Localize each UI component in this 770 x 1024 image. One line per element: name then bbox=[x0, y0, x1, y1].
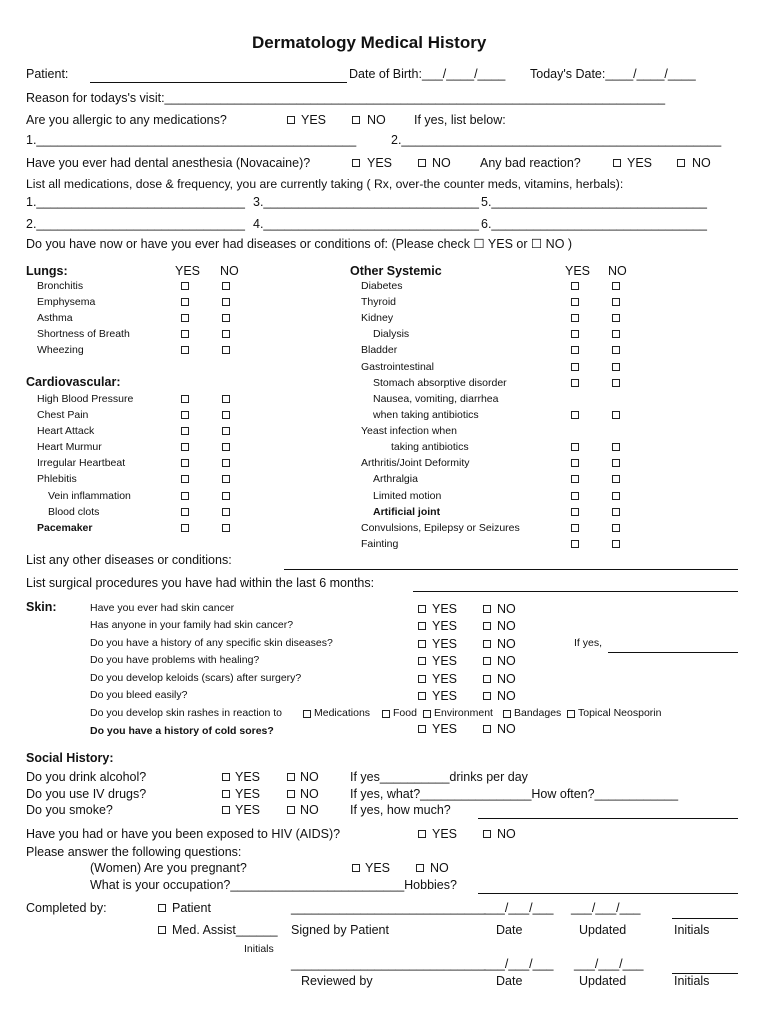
rash-option-label: Topical Neosporin bbox=[578, 707, 662, 719]
bad-reaction-question: Any bad reaction? bbox=[480, 156, 581, 170]
when-taking-antibiotics-yes-checkbox[interactable] bbox=[571, 411, 579, 419]
dental-no-checkbox[interactable] bbox=[418, 159, 426, 167]
alcohol-follow-up[interactable]: If yes__________drinks per day bbox=[350, 770, 528, 784]
completed-patient-checkbox[interactable] bbox=[158, 904, 166, 912]
convulsions-epilepsy-or-seizures-yes-checkbox[interactable] bbox=[571, 524, 579, 532]
skin-if-yes: If yes, bbox=[574, 637, 603, 649]
condition-label: Emphysema bbox=[37, 296, 96, 308]
occupation-field[interactable]: What is your occupation?_________________________Hobbies? bbox=[90, 878, 457, 892]
patient-initials-line[interactable] bbox=[672, 918, 738, 919]
condition-label: Gastrointestinal bbox=[361, 361, 434, 373]
smoke-follow-up: If yes, how much? bbox=[350, 803, 451, 817]
rash-topical-neosporin-checkbox[interactable] bbox=[567, 710, 575, 718]
pregnant-yes-label: YES bbox=[365, 861, 391, 875]
shortness-of-breath-yes-checkbox[interactable] bbox=[181, 330, 189, 338]
completed-by-label: Completed by: bbox=[26, 901, 107, 915]
skin-q3-yes-checkbox[interactable] bbox=[418, 640, 426, 648]
cold-sores-no-label: NO bbox=[497, 722, 516, 736]
gastrointestinal-yes-checkbox[interactable] bbox=[571, 363, 579, 371]
emphysema-no-checkbox[interactable] bbox=[222, 298, 230, 306]
cold-sores-no-checkbox[interactable] bbox=[483, 725, 491, 733]
initials-label-2: Initials bbox=[674, 974, 710, 988]
hobbies-field[interactable] bbox=[478, 893, 738, 894]
reviewed-by-label: Reviewed by bbox=[301, 974, 373, 988]
skin-question: Do you have problems with healing? bbox=[90, 654, 260, 666]
wheezing-yes-checkbox[interactable] bbox=[181, 346, 189, 354]
completed-assist-label[interactable]: Med. Assist______ bbox=[172, 923, 278, 937]
smoke-question: Do you smoke? bbox=[26, 803, 113, 817]
condition-label: Kidney bbox=[361, 312, 394, 324]
alcohol-no-checkbox[interactable] bbox=[287, 773, 295, 781]
bronchitis-yes-checkbox[interactable] bbox=[181, 282, 189, 290]
cold-sores-yes-checkbox[interactable] bbox=[418, 725, 426, 733]
gastrointestinal-no-checkbox[interactable] bbox=[612, 363, 620, 371]
page-title: Dermatology Medical History bbox=[252, 33, 487, 52]
bladder-no-checkbox[interactable] bbox=[612, 346, 620, 354]
smoke-amount-field[interactable] bbox=[478, 818, 738, 819]
asthma-no-checkbox[interactable] bbox=[222, 314, 230, 322]
patient-updated-line[interactable]: ___/___/___ bbox=[571, 901, 641, 915]
reaction-no-label: NO bbox=[692, 156, 711, 170]
high-blood-pressure-no-checkbox[interactable] bbox=[222, 395, 230, 403]
completed-assist-checkbox[interactable] bbox=[158, 926, 166, 934]
condition-label: Shortness of Breath bbox=[37, 328, 130, 340]
heart-murmur-no-checkbox[interactable] bbox=[222, 443, 230, 451]
rash-bandages-checkbox[interactable] bbox=[503, 710, 511, 718]
condition-label: Fainting bbox=[361, 538, 399, 550]
rash-option-label: Medications bbox=[314, 707, 371, 719]
medications-question: List all medications, dose & frequency, you are currently taking ( Rx, over-the counter meds, vitamins, herbals): bbox=[26, 177, 624, 191]
condition-label: Chest Pain bbox=[37, 409, 89, 421]
hiv-no-checkbox[interactable] bbox=[483, 830, 491, 838]
kidney-no-checkbox[interactable] bbox=[612, 314, 620, 322]
medication-line-6[interactable]: 6._______________________________ bbox=[481, 217, 707, 231]
medication-line-2[interactable]: 2.______________________________ bbox=[26, 217, 245, 231]
artificial-joint-yes-checkbox[interactable] bbox=[571, 508, 579, 516]
no-label: NO bbox=[497, 689, 516, 703]
initials-label-1: Initials bbox=[674, 923, 710, 937]
no-label: NO bbox=[300, 787, 319, 801]
allergy-no-label: NO bbox=[367, 113, 386, 127]
skin-q1-yes-checkbox[interactable] bbox=[418, 605, 426, 613]
condition-label: Dialysis bbox=[373, 328, 410, 340]
pregnant-no-checkbox[interactable] bbox=[416, 864, 424, 872]
smoke-no-checkbox[interactable] bbox=[287, 806, 295, 814]
limited-motion-no-checkbox[interactable] bbox=[612, 492, 620, 500]
alcohol-yes-checkbox[interactable] bbox=[222, 773, 230, 781]
skin-question: Has anyone in your family had skin cancer? bbox=[90, 619, 294, 631]
arthritis-joint-deformity-yes-checkbox[interactable] bbox=[571, 459, 579, 467]
medication-line-3[interactable]: 3._______________________________ bbox=[253, 195, 479, 209]
bronchitis-no-checkbox[interactable] bbox=[222, 282, 230, 290]
kidney-yes-checkbox[interactable] bbox=[571, 314, 579, 322]
condition-label: Thyroid bbox=[361, 296, 397, 308]
yes-label: YES bbox=[235, 787, 261, 801]
skin-question: Do you bleed easily? bbox=[90, 689, 188, 701]
date-label-2: Date bbox=[496, 974, 523, 988]
reviewer-signature-line[interactable]: ____________________________ bbox=[291, 957, 486, 971]
allergy-yes-checkbox[interactable] bbox=[287, 116, 295, 124]
left-no-header: NO bbox=[220, 264, 239, 278]
no-label: NO bbox=[497, 637, 516, 651]
reviewer-updated-line[interactable]: ___/___/___ bbox=[574, 957, 644, 971]
patient-date-line[interactable]: ___/___/___ bbox=[484, 901, 554, 915]
limited-motion-yes-checkbox[interactable] bbox=[571, 492, 579, 500]
thyroid-no-checkbox[interactable] bbox=[612, 298, 620, 306]
surgical-field[interactable] bbox=[413, 591, 738, 592]
condition-label: Arthritis/Joint Deformity bbox=[361, 457, 470, 469]
medication-line-1[interactable]: 1.______________________________ bbox=[26, 195, 245, 209]
vein-inflammation-yes-checkbox[interactable] bbox=[181, 492, 189, 500]
right-no-header: NO bbox=[608, 264, 627, 278]
right-yes-header: YES bbox=[565, 264, 591, 278]
taking-antibiotics-no-checkbox[interactable] bbox=[612, 443, 620, 451]
stomach-absorptive-disorder-yes-checkbox[interactable] bbox=[571, 379, 579, 387]
condition-label: Blood clots bbox=[48, 506, 100, 518]
medication-line-4[interactable]: 4._______________________________ bbox=[253, 217, 479, 231]
reviewer-date-line[interactable]: ___/___/___ bbox=[484, 957, 554, 971]
skin-heading: Skin: bbox=[26, 600, 57, 614]
condition-label: Bronchitis bbox=[37, 280, 84, 292]
dental-yes-label: YES bbox=[367, 156, 393, 170]
reason-for-visit-field[interactable]: Reason for todays's visit:________________________________________________________________________ bbox=[26, 91, 666, 105]
reaction-no-checkbox[interactable] bbox=[677, 159, 685, 167]
rash-food-checkbox[interactable] bbox=[382, 710, 390, 718]
condition-label: Heart Attack bbox=[37, 425, 95, 437]
vein-inflammation-no-checkbox[interactable] bbox=[222, 492, 230, 500]
condition-label: Limited motion bbox=[373, 490, 442, 502]
skin-q5-yes-checkbox[interactable] bbox=[418, 675, 426, 683]
condition-label: Wheezing bbox=[37, 344, 84, 356]
arthralgia-yes-checkbox[interactable] bbox=[571, 475, 579, 483]
pacemaker-yes-checkbox[interactable] bbox=[181, 524, 189, 532]
stomach-absorptive-disorder-no-checkbox[interactable] bbox=[612, 379, 620, 387]
diabetes-yes-checkbox[interactable] bbox=[571, 282, 579, 290]
date-label-1: Date bbox=[496, 923, 523, 937]
iv-drugs-yes-checkbox[interactable] bbox=[222, 790, 230, 798]
skin-q6-no-checkbox[interactable] bbox=[483, 692, 491, 700]
updated-label-2: Updated bbox=[579, 974, 627, 988]
wheezing-no-checkbox[interactable] bbox=[222, 346, 230, 354]
assist-initials-sub: Initials bbox=[244, 943, 274, 955]
condition-label: Heart Murmur bbox=[37, 441, 102, 453]
patient-name-field[interactable] bbox=[90, 82, 347, 83]
pregnant-no-label: NO bbox=[430, 861, 449, 875]
dental-no-label: NO bbox=[432, 156, 451, 170]
allergy-line-1[interactable]: 1.______________________________________________ bbox=[26, 133, 357, 147]
condition-label: Stomach absorptive disorder bbox=[373, 377, 507, 389]
condition-label: Asthma bbox=[37, 312, 73, 324]
reaction-yes-label: YES bbox=[627, 156, 653, 170]
condition-label: Phlebitis bbox=[37, 473, 77, 485]
rash-option-label: Environment bbox=[434, 707, 493, 719]
rash-medications-checkbox[interactable] bbox=[303, 710, 311, 718]
skin-disease-field[interactable] bbox=[608, 652, 738, 653]
yes-label: YES bbox=[432, 689, 458, 703]
other-systemic-heading: Other Systemic bbox=[350, 264, 442, 278]
social-history-heading: Social History: bbox=[26, 751, 114, 765]
hiv-no-label: NO bbox=[497, 827, 516, 841]
dental-anesthesia-question: Have you ever had dental anesthesia (Novacaine)? bbox=[26, 156, 311, 170]
allergy-if-yes: If yes, list below: bbox=[414, 113, 506, 127]
skin-question: Have you ever had skin cancer bbox=[90, 602, 235, 614]
skin-q1-no-checkbox[interactable] bbox=[483, 605, 491, 613]
diseases-instruction: Do you have now or have you ever had diseases or conditions of: (Please check ☐ YES or ☐ NO ) bbox=[26, 237, 573, 251]
other-diseases-field[interactable] bbox=[284, 569, 738, 570]
pacemaker-no-checkbox[interactable] bbox=[222, 524, 230, 532]
diabetes-no-checkbox[interactable] bbox=[612, 282, 620, 290]
medication-line-5[interactable]: 5._______________________________ bbox=[481, 195, 707, 209]
yes-label: YES bbox=[235, 770, 261, 784]
cold-sores-yes-label: YES bbox=[432, 722, 458, 736]
thyroid-yes-checkbox[interactable] bbox=[571, 298, 579, 306]
no-label: NO bbox=[300, 803, 319, 817]
iv-drugs-question: Do you use IV drugs? bbox=[26, 787, 147, 801]
high-blood-pressure-yes-checkbox[interactable] bbox=[181, 395, 189, 403]
skin-q3-no-checkbox[interactable] bbox=[483, 640, 491, 648]
pregnant-question: (Women) Are you pregnant? bbox=[90, 861, 247, 875]
condition-label: High Blood Pressure bbox=[37, 393, 134, 405]
condition-label: when taking antibiotics bbox=[373, 409, 479, 421]
condition-label: Convulsions, Epilepsy or Seizures bbox=[361, 522, 520, 534]
allergy-yes-label: YES bbox=[301, 113, 327, 127]
skin-q2-no-checkbox[interactable] bbox=[483, 622, 491, 630]
irregular-heartbeat-yes-checkbox[interactable] bbox=[181, 459, 189, 467]
emphysema-yes-checkbox[interactable] bbox=[181, 298, 189, 306]
todays-date-field[interactable]: Today's Date:____/____/____ bbox=[530, 67, 696, 81]
fainting-yes-checkbox[interactable] bbox=[571, 540, 579, 548]
blood-clots-yes-checkbox[interactable] bbox=[181, 508, 189, 516]
patient-label: Patient: bbox=[26, 67, 69, 81]
rash-environment-checkbox[interactable] bbox=[423, 710, 431, 718]
yes-label: YES bbox=[235, 803, 261, 817]
no-label: NO bbox=[497, 654, 516, 668]
condition-label: Irregular Heartbeat bbox=[37, 457, 126, 469]
condition-label: Pacemaker bbox=[37, 522, 93, 534]
alcohol-question: Do you drink alcohol? bbox=[26, 770, 147, 784]
rashes-question: Do you develop skin rashes in reaction to bbox=[90, 707, 283, 719]
artificial-joint-no-checkbox[interactable] bbox=[612, 508, 620, 516]
skin-q6-yes-checkbox[interactable] bbox=[418, 692, 426, 700]
other-diseases-label: List any other diseases or conditions: bbox=[26, 553, 232, 567]
skin-q4-no-checkbox[interactable] bbox=[483, 657, 491, 665]
taking-antibiotics-yes-checkbox[interactable] bbox=[571, 443, 579, 451]
condition-label: Artificial joint bbox=[373, 506, 441, 518]
no-label: NO bbox=[300, 770, 319, 784]
bladder-yes-checkbox[interactable] bbox=[571, 346, 579, 354]
arthralgia-no-checkbox[interactable] bbox=[612, 475, 620, 483]
completed-patient-label: Patient bbox=[172, 901, 211, 915]
shortness-of-breath-no-checkbox[interactable] bbox=[222, 330, 230, 338]
rash-option-label: Bandages bbox=[514, 707, 562, 719]
blood-clots-no-checkbox[interactable] bbox=[222, 508, 230, 516]
asthma-yes-checkbox[interactable] bbox=[181, 314, 189, 322]
phlebitis-no-checkbox[interactable] bbox=[222, 475, 230, 483]
hiv-yes-checkbox[interactable] bbox=[418, 830, 426, 838]
please-answer-label: Please answer the following questions: bbox=[26, 845, 242, 859]
phlebitis-yes-checkbox[interactable] bbox=[181, 475, 189, 483]
condition-label: taking antibiotics bbox=[391, 441, 469, 453]
heart-attack-yes-checkbox[interactable] bbox=[181, 427, 189, 435]
chest-pain-yes-checkbox[interactable] bbox=[181, 411, 189, 419]
yes-label: YES bbox=[432, 602, 458, 616]
skin-q4-yes-checkbox[interactable] bbox=[418, 657, 426, 665]
hiv-yes-label: YES bbox=[432, 827, 458, 841]
cardiovascular-heading: Cardiovascular: bbox=[26, 375, 121, 389]
pregnant-yes-checkbox[interactable] bbox=[352, 864, 360, 872]
yes-label: YES bbox=[432, 619, 458, 633]
hiv-question: Have you had or have you been exposed to HIV (AIDS)? bbox=[26, 827, 341, 841]
dialysis-no-checkbox[interactable] bbox=[612, 330, 620, 338]
condition-label: Vein inflammation bbox=[48, 490, 131, 502]
allergy-line-2[interactable]: 2.______________________________________________ bbox=[391, 133, 722, 147]
skin-question: Do you develop keloids (scars) after surgery? bbox=[90, 672, 302, 684]
condition-label: Bladder bbox=[361, 344, 398, 356]
iv-drugs-follow-up[interactable]: If yes, what?________________How often?____________ bbox=[350, 787, 679, 801]
irregular-heartbeat-no-checkbox[interactable] bbox=[222, 459, 230, 467]
condition-label: Diabetes bbox=[361, 280, 403, 292]
heart-attack-no-checkbox[interactable] bbox=[222, 427, 230, 435]
yes-label: YES bbox=[432, 637, 458, 651]
rash-option-label: Food bbox=[393, 707, 417, 719]
arthritis-joint-deformity-no-checkbox[interactable] bbox=[612, 459, 620, 467]
date-of-birth-field[interactable]: Date of Birth:___/____/____ bbox=[349, 67, 506, 81]
chest-pain-no-checkbox[interactable] bbox=[222, 411, 230, 419]
when-taking-antibiotics-no-checkbox[interactable] bbox=[612, 411, 620, 419]
skin-q5-no-checkbox[interactable] bbox=[483, 675, 491, 683]
condition-label: Yeast infection when bbox=[361, 425, 457, 437]
left-yes-header: YES bbox=[175, 264, 201, 278]
updated-label-1: Updated bbox=[579, 923, 627, 937]
no-label: NO bbox=[497, 619, 516, 633]
dental-yes-checkbox[interactable] bbox=[352, 159, 360, 167]
lungs-heading: Lungs: bbox=[26, 264, 68, 278]
smoke-yes-checkbox[interactable] bbox=[222, 806, 230, 814]
allergy-no-checkbox[interactable] bbox=[352, 116, 360, 124]
fainting-no-checkbox[interactable] bbox=[612, 540, 620, 548]
surgical-label: List surgical procedures you have had within the last 6 months: bbox=[26, 576, 375, 590]
convulsions-epilepsy-or-seizures-no-checkbox[interactable] bbox=[612, 524, 620, 532]
dialysis-yes-checkbox[interactable] bbox=[571, 330, 579, 338]
cold-sores-question: Do you have a history of cold sores? bbox=[90, 725, 274, 737]
yes-label: YES bbox=[432, 654, 458, 668]
skin-q2-yes-checkbox[interactable] bbox=[418, 622, 426, 630]
no-label: NO bbox=[497, 602, 516, 616]
skin-question: Do you have a history of any specific skin diseases? bbox=[90, 637, 333, 649]
iv-drugs-no-checkbox[interactable] bbox=[287, 790, 295, 798]
signed-by-patient-label: Signed by Patient bbox=[291, 923, 389, 937]
condition-label: Nausea, vomiting, diarrhea bbox=[373, 393, 499, 405]
no-label: NO bbox=[497, 672, 516, 686]
patient-signature-line[interactable]: ____________________________ bbox=[291, 901, 486, 915]
condition-label: Arthralgia bbox=[373, 473, 418, 485]
reaction-yes-checkbox[interactable] bbox=[613, 159, 621, 167]
yes-label: YES bbox=[432, 672, 458, 686]
allergy-question: Are you allergic to any medications? bbox=[26, 113, 227, 127]
heart-murmur-yes-checkbox[interactable] bbox=[181, 443, 189, 451]
